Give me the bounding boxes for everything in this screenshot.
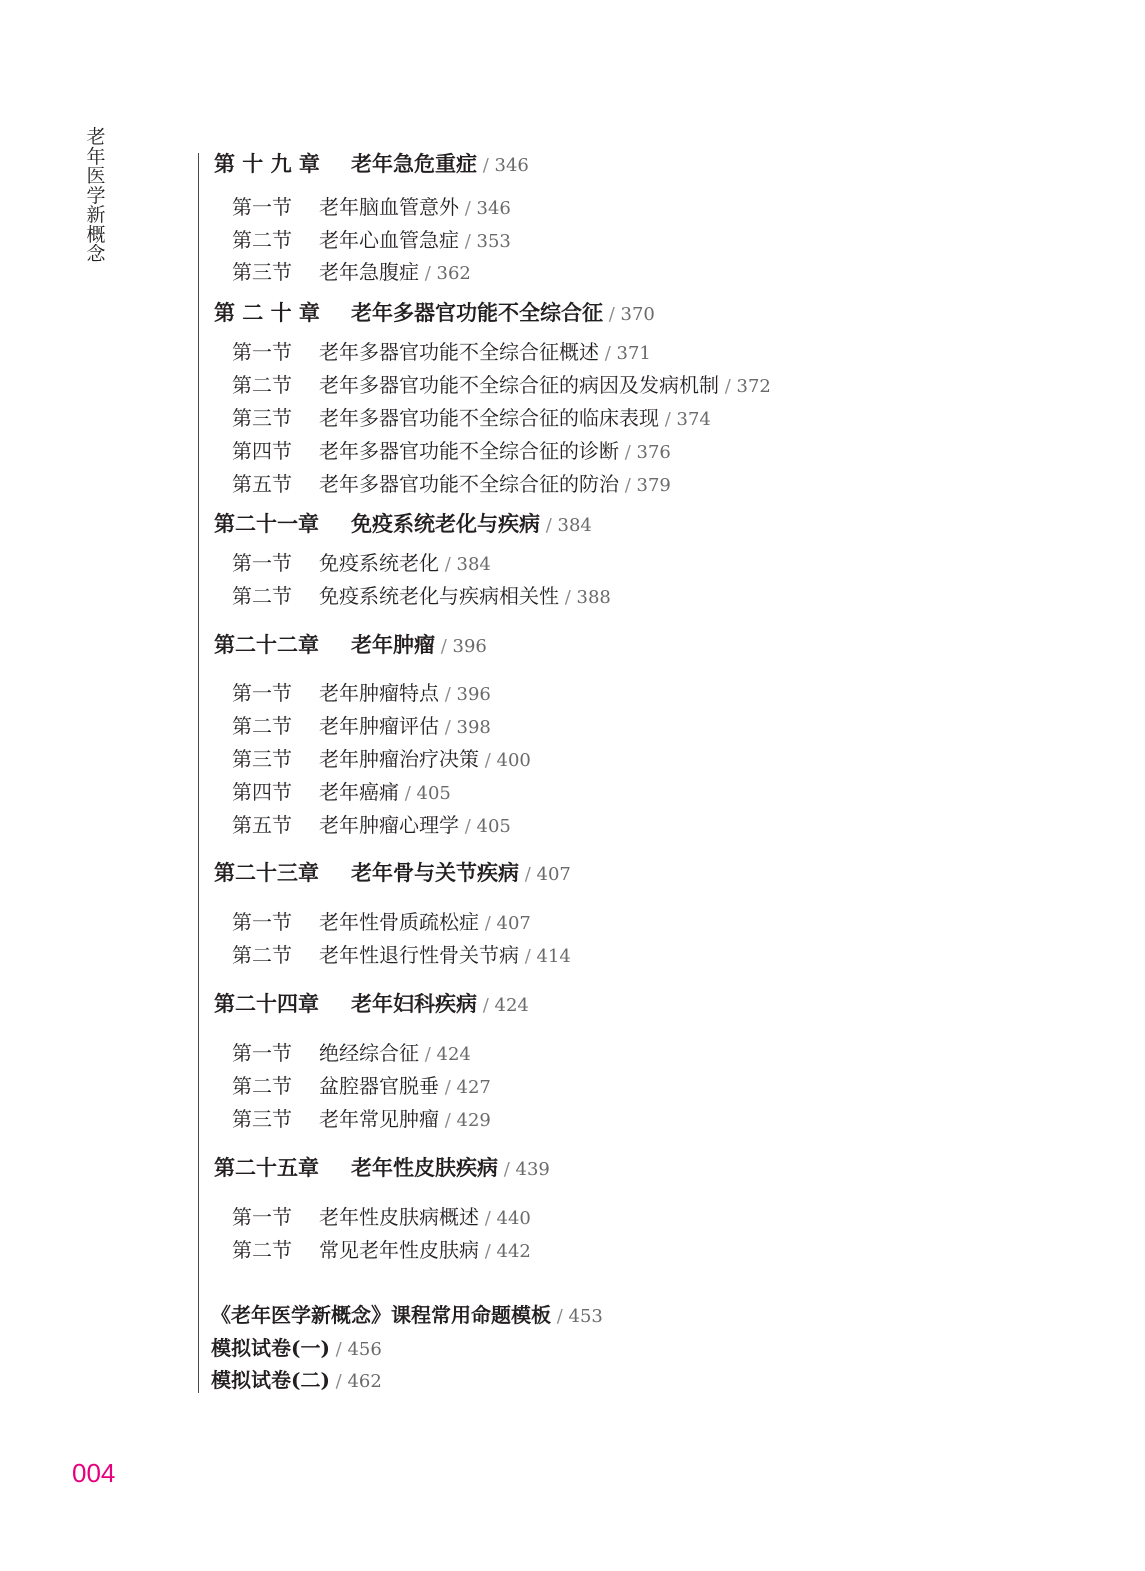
section-entry [232, 749, 531, 770]
section-title: 免疫系统老化 [319, 551, 439, 575]
chapter-entry [214, 153, 529, 175]
chapter-number: 第 十 九 章 [214, 151, 320, 176]
section-title: 盆腔器官脱垂 [319, 1074, 439, 1098]
chapter-title: 老年妇科疾病 [351, 991, 477, 1016]
section-entry [232, 1076, 491, 1097]
section-entry [232, 230, 511, 251]
section-title: 老年多器官功能不全综合征概述 [319, 340, 599, 364]
section-page: / 353 [459, 231, 511, 252]
section-page: / 379 [619, 475, 671, 496]
section-entry [232, 197, 511, 218]
section-title: 老年多器官功能不全综合征的临床表现 [319, 406, 659, 430]
chapter-entry [214, 1157, 550, 1179]
section-page: / 407 [479, 913, 531, 934]
appendix-entry [211, 1305, 603, 1326]
section-page: / 388 [559, 587, 611, 608]
chapter-page: / 396 [435, 636, 487, 657]
section-number: 第一节 [232, 195, 292, 219]
running-title-char: 概 [86, 223, 106, 246]
chapter-number: 第二十三章 [214, 860, 319, 885]
section-number: 第一节 [232, 340, 292, 364]
section-page: / 400 [479, 750, 531, 771]
chapter-page: / 384 [540, 515, 592, 536]
section-page: / 424 [419, 1044, 471, 1065]
section-page: / 440 [479, 1208, 531, 1229]
appendix-page: / 462 [330, 1371, 382, 1392]
chapter-page: / 439 [498, 1159, 550, 1180]
section-entry [232, 1109, 491, 1130]
appendix-title: 模拟试卷(一) [211, 1336, 330, 1360]
chapter-number: 第二十四章 [214, 991, 319, 1016]
section-page: / 372 [719, 376, 771, 397]
section-page: / 384 [439, 554, 491, 575]
section-entry [232, 553, 491, 574]
section-number: 第二节 [232, 373, 292, 397]
section-title: 老年性皮肤病概述 [319, 1205, 479, 1229]
running-title-char: 医 [86, 165, 106, 187]
section-title: 免疫系统老化与疾病相关性 [319, 584, 559, 608]
section-number: 第三节 [232, 406, 292, 430]
chapter-title: 老年多器官功能不全综合征 [351, 300, 603, 325]
section-entry [232, 683, 491, 704]
section-title: 常见老年性皮肤病 [319, 1238, 479, 1262]
section-page: / 374 [659, 409, 711, 430]
appendix-entry [211, 1370, 382, 1391]
section-title: 老年肿瘤心理学 [319, 813, 459, 837]
section-number: 第三节 [232, 747, 292, 771]
section-page: / 396 [439, 684, 491, 705]
section-number: 第一节 [232, 910, 292, 934]
chapter-title: 老年性皮肤疾病 [351, 1155, 498, 1180]
section-entry [232, 782, 451, 803]
section-entry [232, 342, 651, 363]
chapter-title: 老年肿瘤 [351, 632, 435, 657]
section-page: / 346 [459, 198, 511, 219]
running-title-char: 新 [86, 204, 106, 226]
chapter-entry [214, 513, 592, 535]
section-page: / 442 [479, 1241, 531, 1262]
chapter-page: / 424 [477, 995, 529, 1016]
section-page: / 362 [419, 263, 471, 284]
section-entry [232, 815, 511, 836]
section-number: 第二节 [232, 1074, 292, 1098]
chapter-entry [214, 993, 529, 1015]
section-title: 老年脑血管意外 [319, 195, 459, 219]
chapter-number: 第二十一章 [214, 511, 319, 536]
section-entry [232, 586, 611, 607]
section-number: 第一节 [232, 1205, 292, 1229]
section-entry [232, 408, 711, 429]
section-number: 第二节 [232, 714, 292, 738]
section-entry [232, 1207, 531, 1228]
section-title: 老年性退行性骨关节病 [319, 943, 519, 967]
chapter-title: 老年骨与关节疾病 [351, 860, 519, 885]
appendix-page: / 453 [551, 1306, 603, 1327]
section-entry [232, 1043, 471, 1064]
appendix-title: 模拟试卷(二) [211, 1368, 330, 1392]
section-page: / 405 [459, 816, 511, 837]
section-entry [232, 1240, 531, 1261]
chapter-title: 老年急危重症 [351, 151, 477, 176]
section-page: / 405 [399, 783, 451, 804]
section-number: 第二节 [232, 943, 292, 967]
section-number: 第一节 [232, 551, 292, 575]
section-entry [232, 441, 671, 462]
section-number: 第二节 [232, 1238, 292, 1262]
section-page: / 429 [439, 1110, 491, 1131]
section-page: / 414 [519, 946, 571, 967]
section-number: 第五节 [232, 472, 292, 496]
chapter-entry [214, 302, 655, 324]
section-number: 第二节 [232, 584, 292, 608]
section-entry [232, 474, 671, 495]
section-title: 老年肿瘤治疗决策 [319, 747, 479, 771]
chapter-number: 第二十五章 [214, 1155, 319, 1180]
section-entry [232, 945, 571, 966]
section-entry [232, 716, 491, 737]
section-page: / 427 [439, 1077, 491, 1098]
section-title: 绝经综合征 [319, 1041, 419, 1065]
section-page: / 371 [599, 343, 651, 364]
running-title-char: 学 [86, 184, 106, 207]
section-entry [232, 375, 771, 396]
section-title: 老年肿瘤评估 [319, 714, 439, 738]
chapter-number: 第 二 十 章 [214, 300, 320, 325]
chapter-title: 免疫系统老化与疾病 [351, 511, 540, 536]
section-page: / 398 [439, 717, 491, 738]
section-title: 老年多器官功能不全综合征的防治 [319, 472, 619, 496]
section-number: 第一节 [232, 681, 292, 705]
section-title: 老年癌痛 [319, 780, 399, 804]
page-number: 004 [72, 1458, 116, 1488]
chapter-entry [214, 862, 571, 884]
running-title-char: 念 [86, 243, 106, 265]
section-page: / 376 [619, 442, 671, 463]
section-title: 老年肿瘤特点 [319, 681, 439, 705]
chapter-number: 第二十二章 [214, 632, 319, 657]
chapter-page: / 370 [603, 304, 655, 325]
chapter-entry [214, 634, 487, 656]
running-title-char: 老 [86, 126, 106, 148]
section-number: 第四节 [232, 439, 292, 463]
appendix-title: 《老年医学新概念》课程常用命题模板 [211, 1303, 551, 1327]
chapter-page: / 407 [519, 864, 571, 885]
section-number: 第一节 [232, 1041, 292, 1065]
section-number: 第三节 [232, 1107, 292, 1131]
section-title: 老年急腹症 [319, 260, 419, 284]
section-number: 第五节 [232, 813, 292, 837]
section-title: 老年多器官功能不全综合征的诊断 [319, 439, 619, 463]
section-number: 第四节 [232, 780, 292, 804]
appendix-page: / 456 [330, 1339, 382, 1360]
section-title: 老年多器官功能不全综合征的病因及发病机制 [319, 373, 719, 397]
section-number: 第二节 [232, 228, 292, 252]
section-title: 老年心血管急症 [319, 228, 459, 252]
appendix-entry [211, 1338, 382, 1359]
running-title-char: 年 [86, 145, 106, 168]
section-entry [232, 912, 531, 933]
section-title: 老年常见肿瘤 [319, 1107, 439, 1131]
section-title: 老年性骨质疏松症 [319, 910, 479, 934]
chapter-page: / 346 [477, 155, 529, 176]
section-entry [232, 262, 471, 283]
section-number: 第三节 [232, 260, 292, 284]
